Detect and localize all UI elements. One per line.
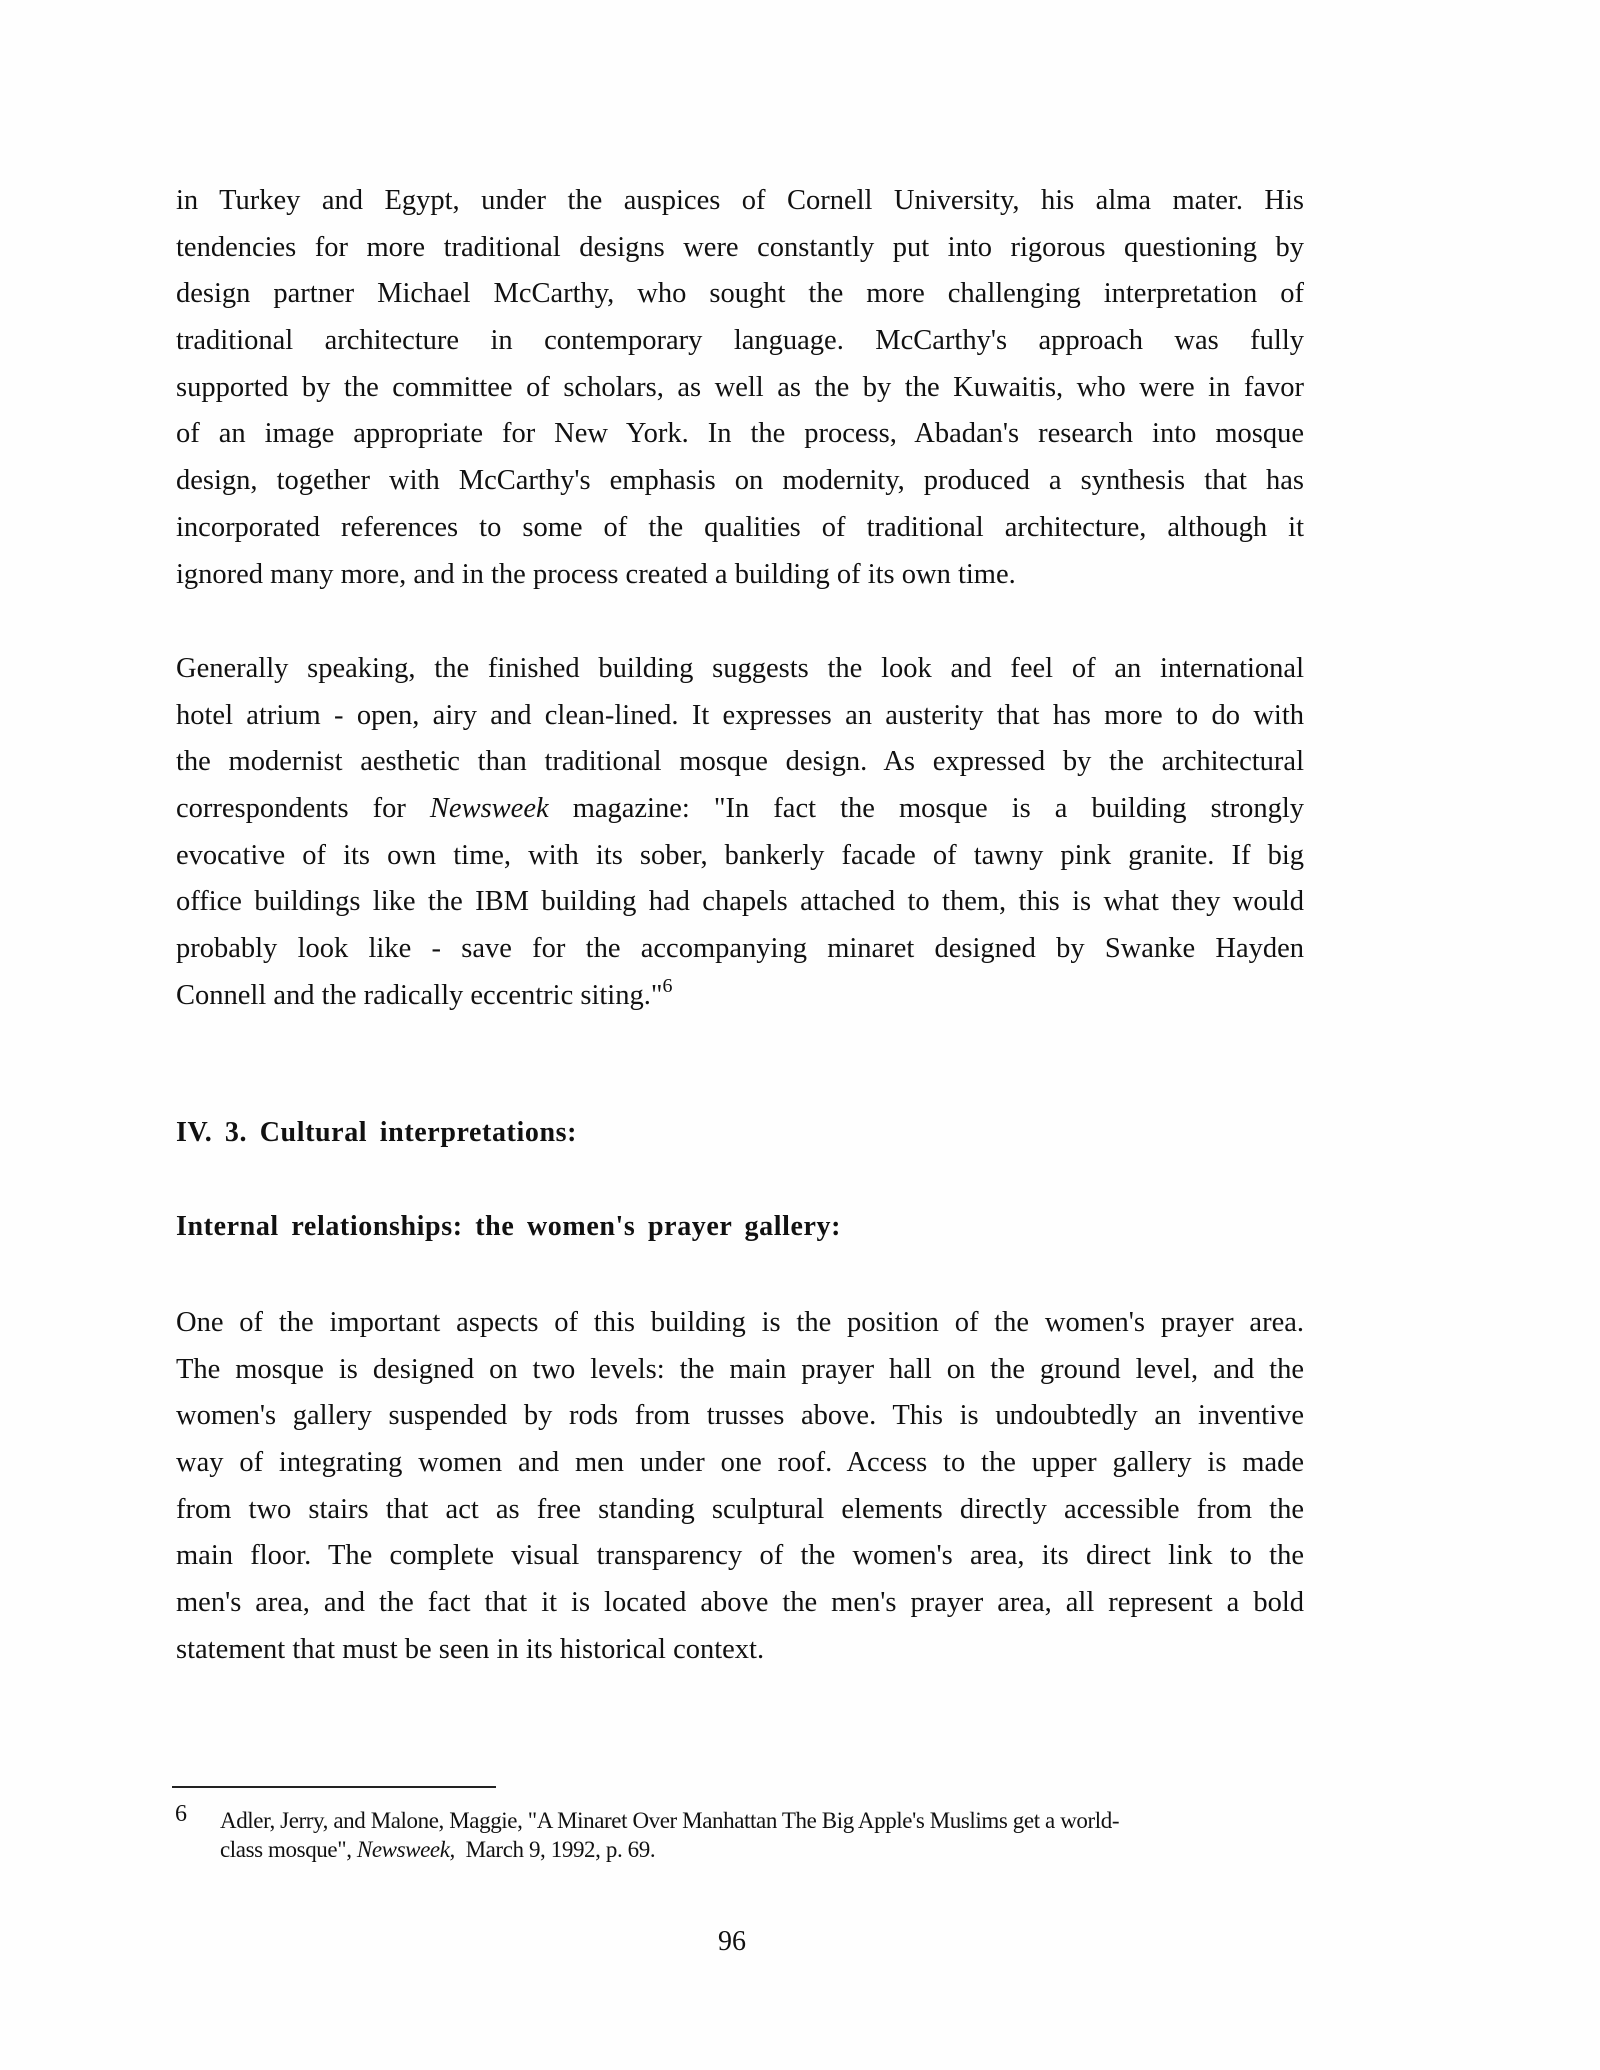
text-line: traditional architecture in contemporary language. McCarthy's approach was fully — [176, 325, 1304, 357]
text-line — [176, 973, 1304, 1020]
magazine-title-italic: Newsweek, — [356, 1837, 455, 1862]
text-line: women's gallery suspended by rods from trusses above. This is undoubtedly an inventive — [176, 1400, 1304, 1432]
text-line: the modernist aesthetic than traditional mosque design. As expressed by the architectural — [176, 746, 1304, 778]
text-line: hotel atrium - open, airy and clean-lined. It expresses an austerity that has more to do with — [176, 699, 1304, 731]
text-line — [176, 786, 1304, 833]
text-line: evocative of its own time, with its sober, bankerly facade of tawny pink granite. If big — [176, 839, 1304, 871]
text-line: probably look like - save for the accompanying minaret designed by Swanke Hayden — [176, 933, 1304, 965]
text-line: in Turkey and Egypt, under the auspices of Cornell University, his alma mater. His — [176, 185, 1304, 216]
text-line: from two stairs that act as free standing sculptural elements directly accessible from the — [176, 1493, 1304, 1525]
page-number: 96 — [718, 1926, 746, 1957]
text-run: Connell and the radically eccentric siting." — [176, 979, 663, 1011]
subsection-heading: Internal relationships: the women's prayer gallery: — [176, 1211, 842, 1242]
text-line: One of the important aspects of this building is the position of the women's prayer area. — [176, 1307, 1304, 1338]
body-paragraph-3 — [176, 1300, 1304, 1674]
text-line: way of integrating women and men under one roof. Access to the upper gallery is made — [176, 1447, 1304, 1479]
footnote-text — [220, 1806, 1310, 1864]
text-run: correspondents for — [176, 793, 430, 825]
footnote-line-2 — [220, 1835, 1310, 1864]
text-line: design, together with McCarthy's emphasis on modernity, produced a synthesis that has — [176, 465, 1304, 497]
text-line: statement that must be seen in its historical context. — [176, 1633, 765, 1665]
text-line: design partner Michael McCarthy, who sought the more challenging interpretation of — [176, 278, 1304, 310]
text-line: Generally speaking, the finished building suggests the look and feel of an international — [176, 653, 1304, 684]
footnote-reference[interactable]: 6 — [662, 974, 673, 997]
text-run: class mosque", — [220, 1837, 357, 1862]
text-line: supported by the committee of scholars, as well as the by the Kuwaitis, who were in favor — [176, 371, 1304, 403]
text-run: March 9, 1992, p. 69. — [454, 1837, 656, 1862]
footnote-separator — [172, 1786, 496, 1788]
text-run: magazine: "In fact the mosque is a building strongly — [548, 793, 1304, 825]
body-paragraph-2 — [176, 646, 1304, 1020]
text-line: tendencies for more traditional designs were constantly put into rigorous questioning by — [176, 231, 1304, 263]
text-line: men's area, and the fact that it is located above the men's prayer area, all represent a bold — [176, 1587, 1304, 1619]
magazine-title-italic: Newsweek — [429, 793, 549, 825]
text-line: of an image appropriate for New York. In the process, Abadan's research into mosque — [176, 418, 1304, 450]
section-heading: IV. 3. Cultural interpretations: — [176, 1117, 578, 1148]
text-line: ignored many more, and in the process created a building of its own time. — [176, 558, 1016, 590]
text-line: incorporated references to some of the qualities of traditional architecture, although it — [176, 511, 1304, 543]
text-line: main floor. The complete visual transparency of the women's area, its direct link to the — [176, 1540, 1304, 1572]
footnote-number: 6 — [175, 1801, 187, 1827]
body-paragraph-1 — [176, 178, 1304, 598]
text-line: office buildings like the IBM building had chapels attached to them, this is what they would — [176, 886, 1304, 918]
footnote-line-1: Adler, Jerry, and Malone, Maggie, "A Minaret Over Manhattan The Big Apple's Muslims get a world- — [220, 1808, 1120, 1833]
text-line: The mosque is designed on two levels: the main prayer hall on the ground level, and the — [176, 1353, 1304, 1385]
